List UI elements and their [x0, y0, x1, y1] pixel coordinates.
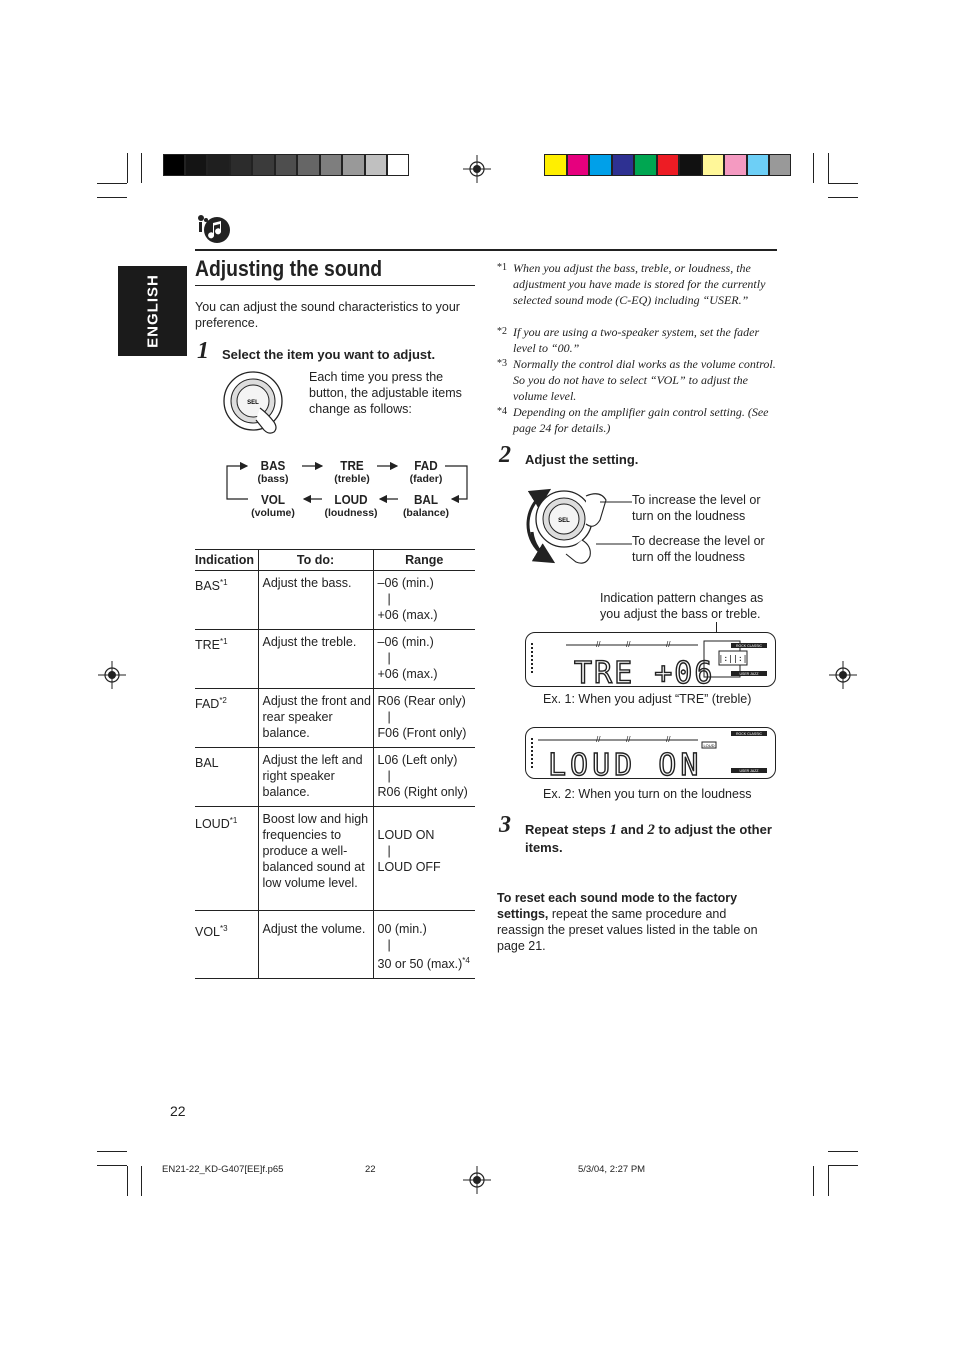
- cycle-item-vol: VOL (volume): [251, 492, 295, 519]
- language-tab: [118, 266, 187, 356]
- footer-date: 5/3/04, 2:27 PM: [578, 1164, 646, 1175]
- table-row: VOL$^{*3}$ Adjust the volume. 00 (min.) | 30 or 50 $(\max.)^{*4}$: [195, 911, 475, 979]
- lcd-segment-text: TRE +06: [574, 656, 715, 685]
- table-header: Indication: [195, 550, 258, 571]
- table-header: To do:: [258, 550, 373, 571]
- lcd-tag-rock-classic: ROCK CLASSIC: [735, 732, 763, 736]
- cycle-arrows: [222, 455, 472, 505]
- registration-mark-icon: [829, 661, 857, 689]
- page-number: 22: [170, 1103, 186, 1119]
- svg-text:SEL: SEL: [558, 518, 570, 524]
- footnote: *2 If you are using a two-speaker system, set the fader level to “00.”: [497, 325, 760, 355]
- display1-caption: Ex. 1: When you adjust “TRE” (treble): [543, 692, 752, 706]
- reset-note: To reset each sound mode to the factory settings, repeat the same procedure and reassign the preset values listed in the table on page 21.: [497, 891, 758, 953]
- step1-description: Each time you press the button, the adjustable items change as follows:: [309, 370, 462, 416]
- music-note-icon: [195, 212, 235, 246]
- crop-mark: [127, 153, 128, 183]
- step-heading: Select the item you want to adjust.: [222, 347, 436, 362]
- svg-text://: //: [666, 640, 671, 649]
- cycle-item-bal: BAL (balance): [402, 492, 450, 519]
- crop-mark: [97, 1151, 127, 1152]
- lcd-tag-user-jazz: USER JAZZ: [739, 769, 759, 773]
- language-tab-label: ENGLISH: [144, 274, 161, 348]
- crop-mark: [828, 153, 829, 183]
- crop-mark: [828, 197, 858, 198]
- table-row: FAD$^{*2}$ Adjust the front and rear speaker balance. R06 (Rear only) | F06 (Front only): [195, 689, 475, 748]
- lcd-tag-user-jazz: USER JAZZ: [739, 672, 759, 676]
- svg-text:|:||:|: |:||:|: [718, 654, 748, 663]
- cycle-item-loud: LOUD (loudness): [324, 492, 378, 519]
- control-dial-illustration: [520, 482, 640, 572]
- lcd-tag-rock-classic: ROCK CLASSIC: [735, 644, 763, 648]
- crop-mark: [97, 183, 127, 184]
- footnote: *3 Normally the control dial works as the volume control. So you do not have to select “VOL” to adjust the volume level.: [497, 357, 776, 403]
- page-title: Adjusting the sound: [195, 256, 383, 281]
- decrease-label: To decrease the level or turn off the loudness: [632, 534, 765, 564]
- lcd-display-loud: [525, 727, 776, 779]
- crop-mark: [141, 1166, 142, 1196]
- lcd-segment-text: LOUD ON: [548, 748, 703, 778]
- registration-mark-icon: [463, 1166, 491, 1194]
- lcd-loud-tag: LOUD: [703, 743, 715, 748]
- step-number: 3: [499, 812, 511, 838]
- step-number: 1: [197, 338, 209, 364]
- step3-heading: Repeat steps 1 and 2 to adjust the other items.: [525, 822, 772, 855]
- table-header: Range: [373, 550, 475, 571]
- footnote: *4 Depending on the amplifier gain control setting. (See page 24 for details.): [497, 405, 769, 435]
- crop-mark: [813, 1166, 814, 1196]
- title-underline: [195, 285, 475, 286]
- table-row: BAL Adjust the left and right speaker balance. L06 (Left only) | R06 (Right only): [195, 748, 475, 807]
- crop-mark: [141, 153, 142, 183]
- cycle-item-fad: FAD (fader): [409, 458, 443, 485]
- sel-button-illustration: [220, 368, 290, 440]
- cycle-item-bas: BAS (bass): [257, 458, 289, 485]
- crop-mark: [127, 1166, 128, 1196]
- crop-mark: [828, 183, 858, 184]
- svg-text://: //: [626, 640, 631, 649]
- crop-mark: [828, 1151, 858, 1152]
- crop-mark: [828, 1165, 858, 1166]
- svg-text://: //: [626, 735, 631, 744]
- crop-mark: [813, 153, 814, 183]
- adjustment-table: [195, 549, 475, 979]
- footnote: *1 When you adjust the bass, treble, or loudness, the adjustment you have made is stored for the currently selected sound mode (C-EQ) including “USER.”: [497, 261, 766, 307]
- footer-page: 22: [365, 1164, 376, 1175]
- increase-label: To increase the level or turn on the loudness: [632, 493, 761, 523]
- display2-caption: Ex. 2: When you turn on the loudness: [543, 787, 752, 801]
- cycle-item-tre: TRE (treble): [334, 458, 370, 485]
- crop-mark: [828, 1166, 829, 1196]
- table-row: BAS$^{*1}$ Adjust the bass. –06 (min.) | +06 (max.): [195, 571, 475, 630]
- footer-file: EN21-22_KD-G407[EE]f.p65: [162, 1164, 284, 1175]
- step-number: 2: [499, 442, 511, 468]
- top-rule: [195, 249, 777, 251]
- sel-label: SEL: [247, 400, 259, 406]
- svg-text://: //: [596, 735, 601, 744]
- step-heading: Adjust the setting.: [525, 452, 639, 467]
- svg-text://: //: [666, 735, 671, 744]
- registration-mark-icon: [98, 661, 126, 689]
- intro-text: You can adjust the sound characteristics to your preference.: [195, 300, 460, 330]
- svg-text://: //: [596, 640, 601, 649]
- crop-mark: [97, 1165, 127, 1166]
- crop-mark: [97, 197, 127, 198]
- registration-mark-icon: [463, 155, 491, 183]
- table-row: TRE$^{*1}$ Adjust the treble. –06 (min.) | +06 (max.): [195, 630, 475, 689]
- pattern-note: Indication pattern changes as you adjust the bass or treble.: [600, 591, 764, 621]
- lcd-display-tre: [525, 632, 776, 687]
- table-row: LOUD$^{*1}$ Boost low and high frequencies to produce a well-balanced sound at low volume level. LOUD ON | LOUD OFF: [195, 807, 475, 911]
